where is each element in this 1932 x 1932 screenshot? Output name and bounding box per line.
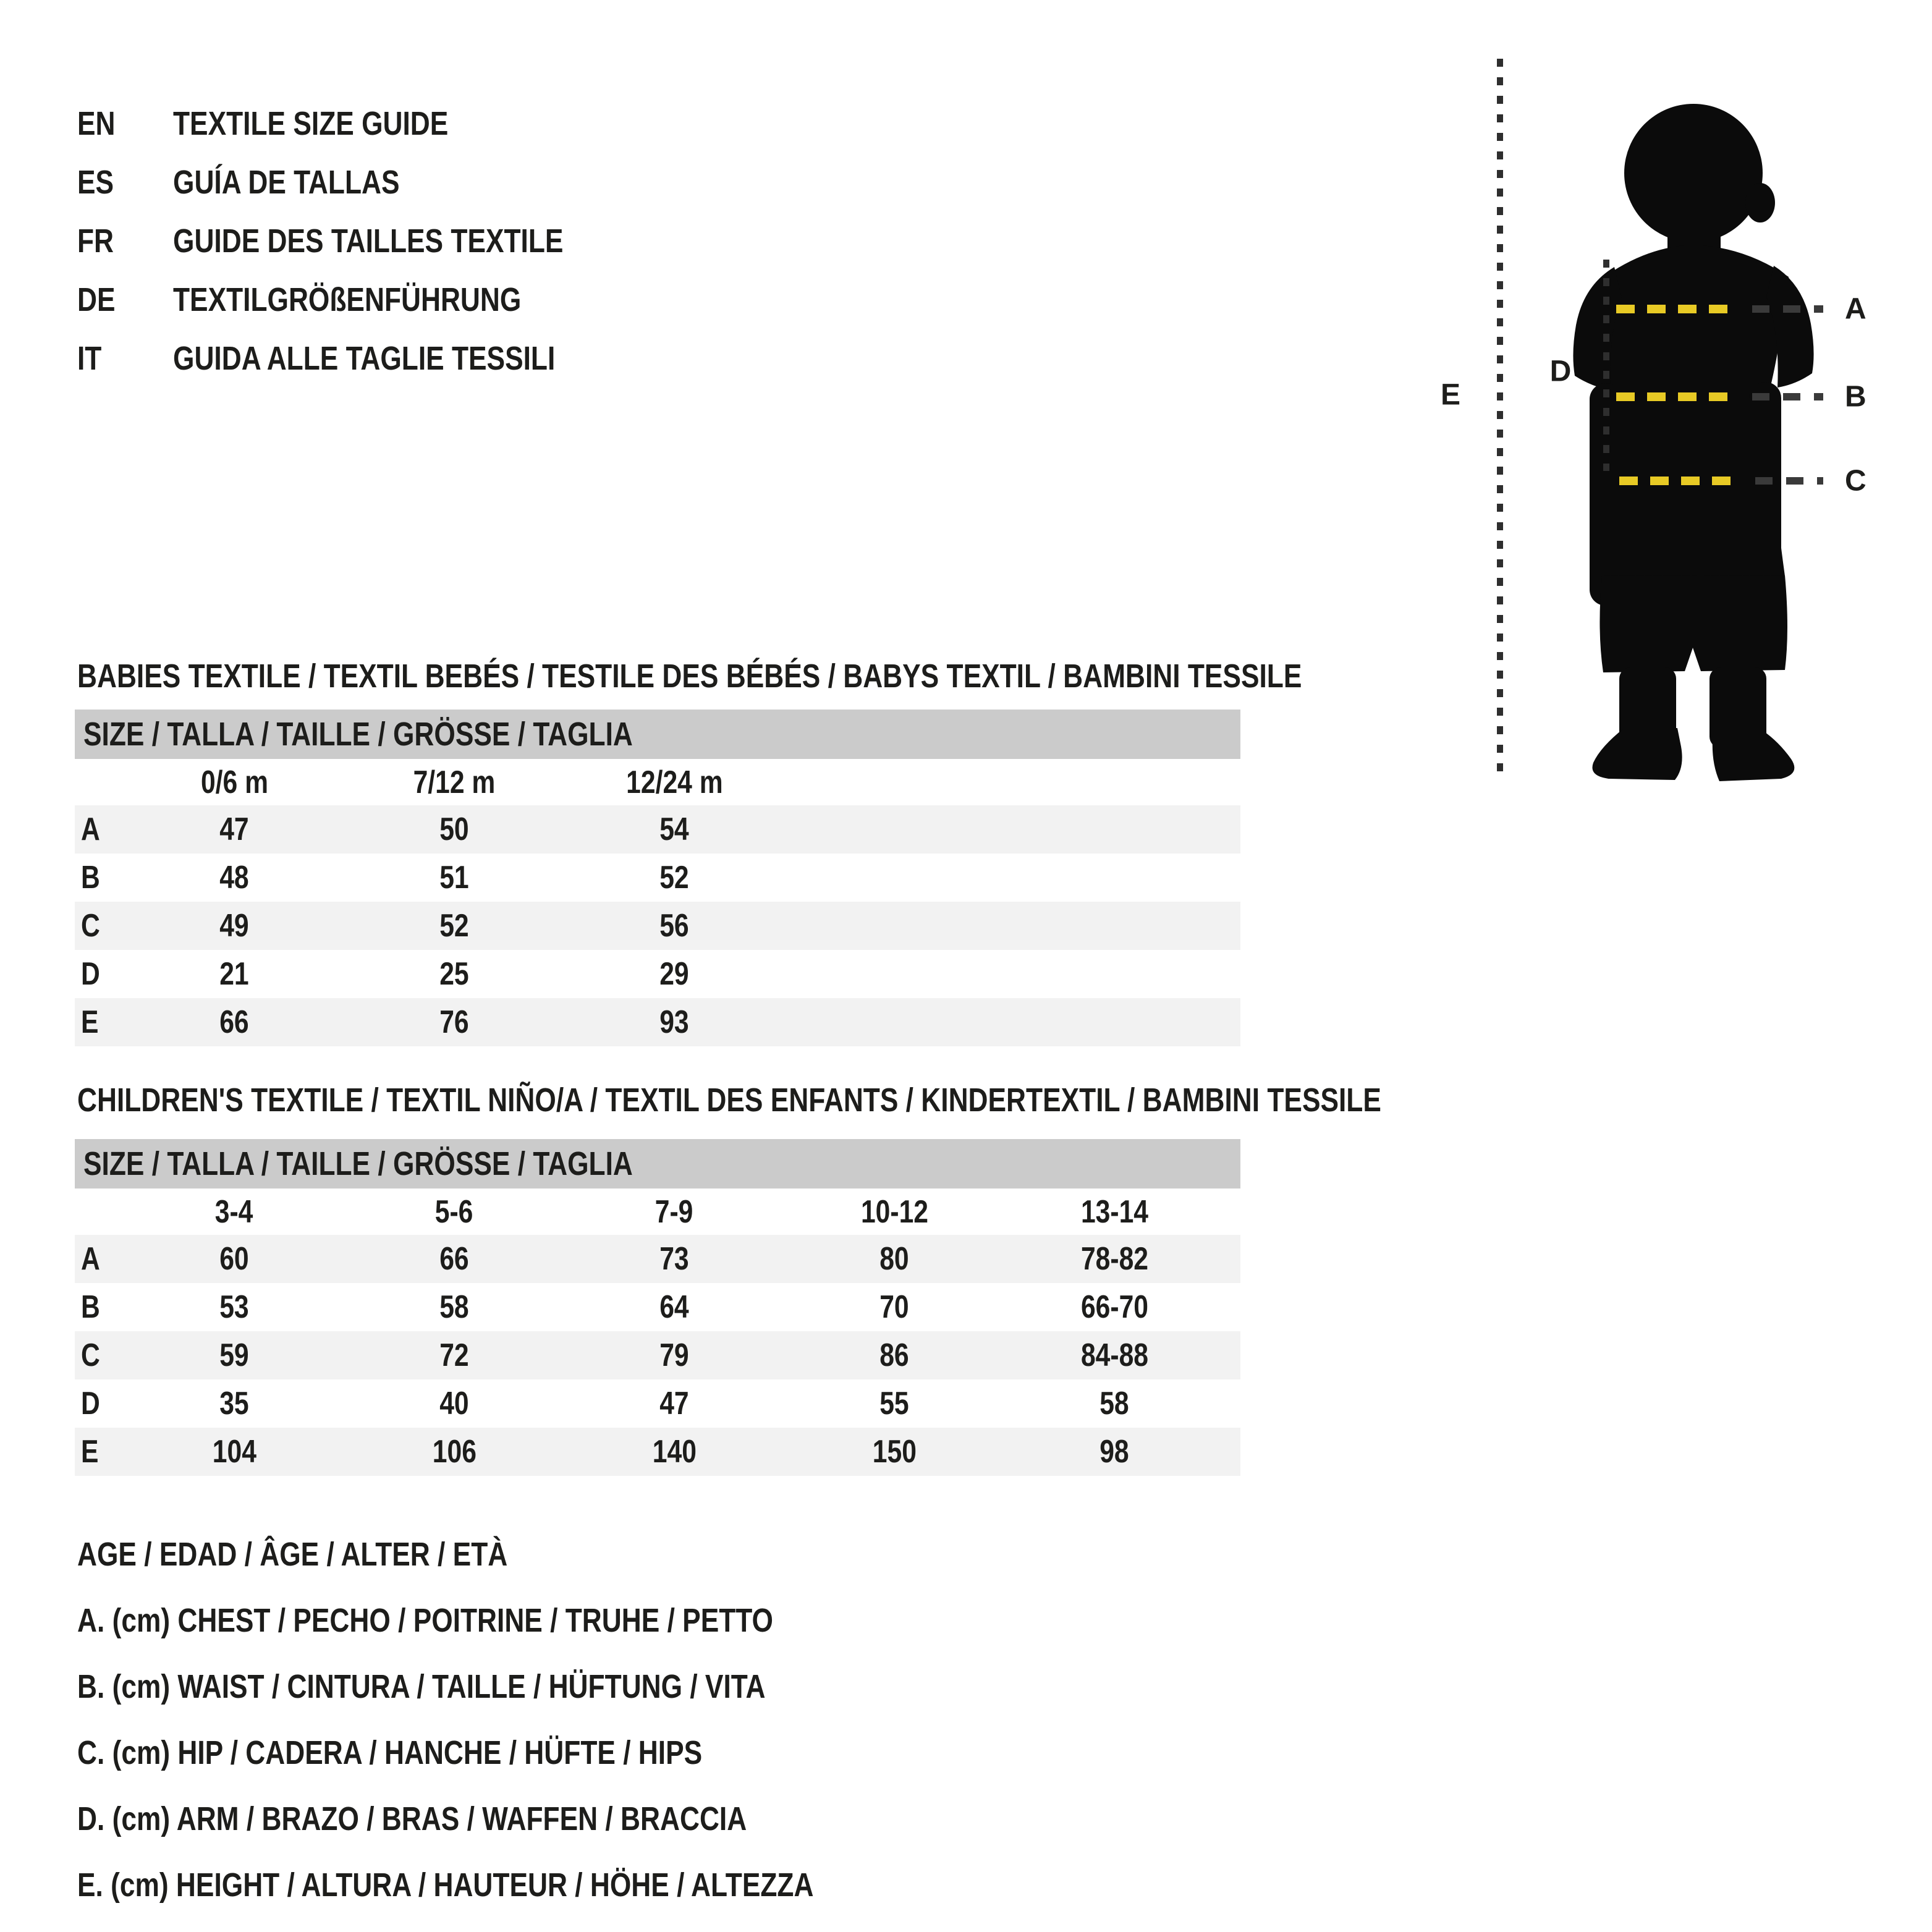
cell-value: 66-70 xyxy=(1080,1289,1148,1325)
children-section-heading: CHILDREN'S TEXTILE / TEXTIL NIÑO/A / TEXTIL DES ENFANTS / KINDERTEXTIL / BAMBINI TESSILE xyxy=(77,1082,1381,1119)
cell-value: 58 xyxy=(439,1289,469,1325)
cell-value: 59 xyxy=(219,1337,249,1373)
language-title: GUIDE DES TAILLES TEXTILE xyxy=(173,222,564,260)
table-row-e xyxy=(75,1428,1240,1476)
row-label: A xyxy=(81,1241,100,1277)
cell-value: 52 xyxy=(659,860,689,896)
cell-value: 48 xyxy=(219,860,249,896)
language-code: IT xyxy=(77,340,102,377)
column-header: 7/12 m xyxy=(413,764,496,800)
legend-line-arm: D. (cm) ARM / BRAZO / BRAS / WAFFEN / BRACCIA xyxy=(77,1800,747,1837)
language-title: GUIDA ALLE TAGLIE TESSILI xyxy=(173,340,556,377)
cell-value: 80 xyxy=(879,1241,909,1277)
cell-value: 49 xyxy=(219,908,249,944)
legend-line-waist: B. (cm) WAIST / CINTURA / TAILLE / HÜFTUNG / VITA xyxy=(77,1668,766,1705)
language-code: FR xyxy=(77,222,114,260)
cell-value: 66 xyxy=(219,1004,249,1040)
cell-value: 86 xyxy=(879,1337,909,1373)
cell-value: 98 xyxy=(1099,1434,1129,1470)
babies-size-table xyxy=(75,710,1240,1046)
language-title: TEXTILGRÖßENFÜHRUNG xyxy=(173,281,522,318)
children-size-table xyxy=(75,1139,1240,1476)
cell-value: 55 xyxy=(879,1386,909,1421)
cell-value: 40 xyxy=(439,1386,469,1421)
table-row-b xyxy=(75,854,1240,902)
language-title: GUÍA DE TALLAS xyxy=(173,164,400,201)
cell-value: 76 xyxy=(439,1004,469,1040)
language-row-en xyxy=(77,95,649,153)
figure-label-a: A xyxy=(1845,292,1866,326)
cell-value: 52 xyxy=(439,908,469,944)
table-row-a xyxy=(75,1235,1240,1283)
cell-value: 21 xyxy=(219,956,249,992)
figure-label-b: B xyxy=(1845,380,1866,413)
cell-value: 104 xyxy=(212,1434,256,1470)
cell-value: 25 xyxy=(439,956,469,992)
cell-value: 64 xyxy=(659,1289,689,1325)
language-title: TEXTILE SIZE GUIDE xyxy=(173,105,449,142)
language-list xyxy=(77,95,649,388)
table-row-d xyxy=(75,950,1240,998)
table-row-c xyxy=(75,1331,1240,1379)
cell-value: 70 xyxy=(879,1289,909,1325)
column-header: 0/6 m xyxy=(200,764,268,800)
cell-value: 29 xyxy=(659,956,689,992)
babies-column-headers xyxy=(75,759,1240,805)
cell-value: 54 xyxy=(659,811,689,847)
cell-value: 47 xyxy=(659,1386,689,1421)
language-row-de xyxy=(77,271,649,329)
legend-line-height: E. (cm) HEIGHT / ALTURA / HAUTEUR / HÖHE / ALTEZZA xyxy=(77,1866,814,1904)
cell-value: 73 xyxy=(659,1241,689,1277)
column-header: 3-4 xyxy=(215,1193,253,1230)
row-label: C xyxy=(81,908,100,944)
size-header-bar: SIZE / TALLA / TAILLE / GRÖSSE / TAGLIA xyxy=(75,1139,1240,1188)
cell-value: 66 xyxy=(439,1241,469,1277)
language-row-fr xyxy=(77,212,649,271)
table-row-c xyxy=(75,902,1240,950)
figure-label-c: C xyxy=(1845,464,1866,498)
row-label: E xyxy=(81,1004,99,1040)
language-row-it xyxy=(77,329,649,388)
cell-value: 53 xyxy=(219,1289,249,1325)
cell-value: 51 xyxy=(439,860,469,896)
children-column-headers xyxy=(75,1188,1240,1235)
cell-value: 79 xyxy=(659,1337,689,1373)
cell-value: 150 xyxy=(872,1434,917,1470)
babies-section-heading: BABIES TEXTILE / TEXTIL BEBÉS / TESTILE DES BÉBÉS / BABYS TEXTIL / BAMBINI TESSILE xyxy=(77,658,1302,695)
language-code: ES xyxy=(77,164,114,201)
table-row-d xyxy=(75,1379,1240,1428)
row-label: D xyxy=(81,956,100,992)
row-label: C xyxy=(81,1337,100,1373)
cell-value: 78-82 xyxy=(1080,1241,1148,1277)
row-label: A xyxy=(81,811,100,847)
cell-value: 93 xyxy=(659,1004,689,1040)
cell-value: 47 xyxy=(219,811,249,847)
figure-label-d: D xyxy=(1549,355,1572,388)
size-header-bar: SIZE / TALLA / TAILLE / GRÖSSE / TAGLIA xyxy=(75,710,1240,759)
row-label: B xyxy=(81,1289,100,1325)
row-label: E xyxy=(81,1434,99,1470)
row-label: D xyxy=(81,1386,100,1421)
legend-line-chest: A. (cm) CHEST / PECHO / POITRINE / TRUHE / PETTO xyxy=(77,1602,773,1639)
figure-label-e: E xyxy=(1440,378,1461,412)
cell-value: 140 xyxy=(652,1434,697,1470)
column-header: 13-14 xyxy=(1080,1193,1148,1230)
table-row-b xyxy=(75,1283,1240,1331)
language-code: DE xyxy=(77,281,116,318)
column-header: 5-6 xyxy=(435,1193,473,1230)
column-header: 12/24 m xyxy=(625,764,723,800)
child-silhouette-icon xyxy=(1573,104,1813,781)
language-code: EN xyxy=(77,105,116,142)
cell-value: 58 xyxy=(1099,1386,1129,1421)
cell-value: 56 xyxy=(659,908,689,944)
cell-value: 84-88 xyxy=(1080,1337,1148,1373)
row-label: B xyxy=(81,860,100,896)
table-row-e xyxy=(75,998,1240,1046)
legend-line-hip: C. (cm) HIP / CADERA / HANCHE / HÜFTE / HIPS xyxy=(77,1734,703,1771)
language-row-es xyxy=(77,153,649,212)
cell-value: 60 xyxy=(219,1241,249,1277)
column-header: 7-9 xyxy=(655,1193,693,1230)
column-header: 10-12 xyxy=(860,1193,928,1230)
cell-value: 106 xyxy=(432,1434,477,1470)
legend-line-age: AGE / EDAD / ÂGE / ALTER / ETÀ xyxy=(77,1536,508,1573)
cell-value: 35 xyxy=(219,1386,249,1421)
table-row-a xyxy=(75,805,1240,854)
cell-value: 72 xyxy=(439,1337,469,1373)
cell-value: 50 xyxy=(439,811,469,847)
measurement-legend xyxy=(77,1522,975,1918)
